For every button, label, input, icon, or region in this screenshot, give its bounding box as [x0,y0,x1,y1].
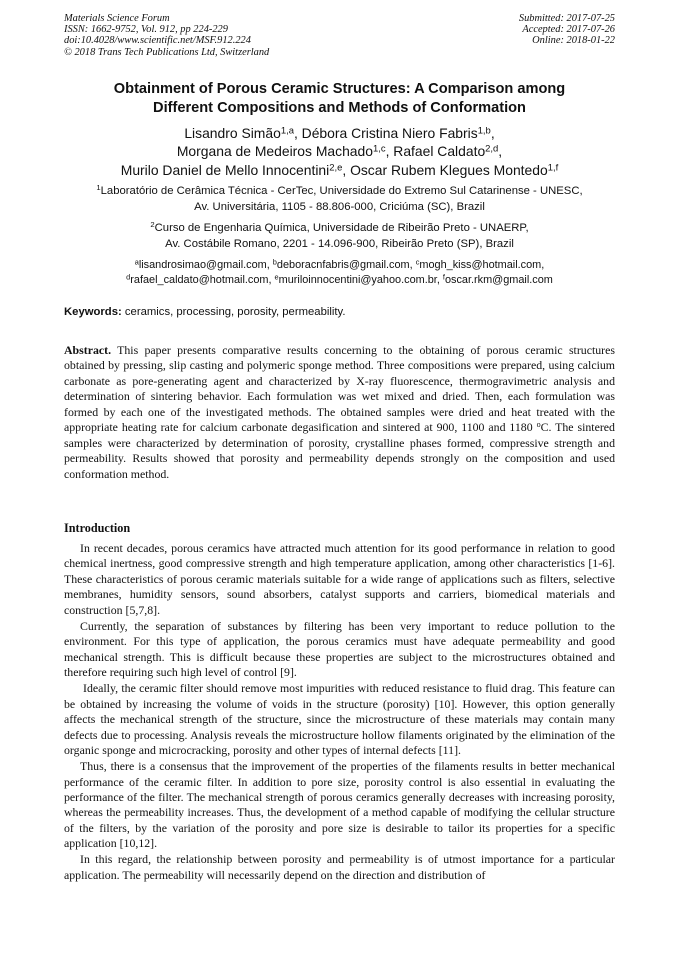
author-sup: 2,d [485,143,499,155]
email-sep: , [268,273,275,286]
affiliation-1 [64,184,615,215]
email-line [64,273,615,288]
paper-title [64,80,615,117]
author-name: Oscar Rubem Klegues Montedo [350,161,548,178]
author-sup: 1,f [547,161,559,173]
author-sep: , [293,125,302,141]
author-name: Débora Cristina Niero Fabris [301,125,478,141]
affiliation-sup: 1 [96,183,101,193]
email-sep: , [409,259,416,271]
keywords-text: ceramics, processing, porosity, permeability. [121,306,346,318]
author-sup: 1,c [372,143,386,155]
keywords [64,305,615,320]
author-line [64,142,615,160]
author-sep: , [385,143,394,160]
affiliation-line: Laboratório de Cerâmica Técnica - CerTec, Universidade do Extremo Sul Catarinense - UNESC, [100,185,583,197]
issn-line: ISSN: 1662-9752, Vol. 912, pp 224-229 [64,24,228,36]
paragraph: Thus, there is a consensus that the improvement of the properties of the filaments results in better mechanical performance of the ceramic filter. In addition to pore size, porosity control is also essential in evaluating the performance of the filter. The mechanical strength of porous ceramics generally decreases with increasing porosity, whereas the permeability increases. Thus, the development of a method capable of modifying the cellular structure of the filters, by the variation of the porosity and pore size is desirable to tailor its properties for a specific application [10,12]. [64,759,615,851]
copyright-line: © 2018 Trans Tech Publications Ltd, Switzerland [64,46,270,58]
author-name: Rafael Caldato [393,143,486,160]
author-sep: , [490,125,495,141]
paragraph: In this regard, the relationship between porosity and permeability is of utmost importance for a particular application. The permeability will necessarily depend on the direction and distribution of [64,852,615,882]
email-list [64,258,615,287]
author-name: Lisandro Simão [184,125,281,141]
affiliation-sup: 2 [150,220,155,230]
online-date: Online: 2018-01-22 [532,35,615,47]
author-sep: , [498,143,503,160]
email-address[interactable]: oscar.rkm@gmail.com [444,273,553,286]
journal-name: Materials Science Forum [64,13,170,24]
dates-header [519,13,615,47]
affiliation-2 [64,221,615,252]
email-sup: b [272,257,277,267]
degree-sup: o [536,420,541,430]
author-line [64,124,615,142]
email-line [64,258,615,273]
author-sep: , [342,161,351,178]
keywords-label: Keywords: [64,306,122,318]
email-sup: a [134,257,139,267]
author-sup: 1,b [477,125,491,137]
email-sep: , [266,259,273,271]
section-heading-introduction: Introduction [64,521,131,535]
email-sup: e [274,271,279,281]
email-address[interactable]: muriloinnocentini@yahoo.com.br [278,273,437,286]
introduction-body [64,541,615,884]
affiliation-line: Curso de Engenharia Química, Universidade de Ribeirão Preto - UNAERP, [154,222,529,234]
author-sup: 1,a [280,125,294,137]
paragraph: Ideally, the ceramic filter should remove most impurities with reduced resistance to fluid drag. This feature can be obtained by increasing the volume of voids in the structure (porosity) [10]. However, this option generally affects the mechanical strength of the structure, since the microstructure of these materials may contain many defects due to processing. Analysis reveals the microstructure hollow filaments originated by the elimination of the organic sponge and microcracking, porosity and other types of internal defects [11]. [64,681,615,758]
submitted-date: Submitted: 2017-07-25 [518,13,615,24]
affiliation-line: Av. Costábile Romano, 2201 - 14.096-900, Ribeirão Preto (SP), Brazil [165,237,514,250]
journal-header [64,13,269,58]
abstract-label: Abstract. [64,343,112,357]
paragraph: In recent decades, porous ceramics have attracted much attention for its good performance in relation to good chemical inertness, good compressive strength and high temperature application, among other characteristics [1-6]. These characteristics of porous ceramic materials suitable for a wide range of applications such as filters, selective membranes, humidity sensors, sound absorbers, catalyst supports and carriers, biomedical materials and construction [5,7,8]. [64,541,615,617]
accepted-date: Accepted: 2017-07-26 [522,24,615,36]
author-line [64,161,615,179]
title-line: Different Compositions and Methods of Conformation [153,99,526,116]
author-list [64,124,615,179]
author-name: Morgana de Medeiros Machado [176,143,373,160]
email-address[interactable]: lisandrosimao@gmail.com [138,259,267,271]
email-sep: , [541,259,545,271]
abstract-text: This paper presents comparative results concerning to the obtaining of porous ceramic structures obtained by pressing, slip casting and polymeric sponge method. Three compositions were prepared, using calcium carbonate as pore-generating agent and characterized by X-ray fluorescence, thermogravimetric analysis and determination of sintering behavior. Each formulation was wet mixed and dried. Then, each formulation was formed by each one of the investigated methods. The obtained samples were dried and heat treated with the appropriate heating rate for calcium carbonate degasification and sintered at 900, 1100 and 1180 [64,343,615,435]
author-sup: 2,e [329,161,343,173]
title-line: Obtainment of Porous Ceramic Structures: A Comparison among [113,81,566,97]
author-name: Murilo Daniel de Mello Innocentini [120,161,330,178]
email-sup: f [442,271,445,281]
doi-line[interactable]: doi:10.4028/www.scientific.net/MSF.912.224 [64,35,251,47]
email-address[interactable]: deboracnfabris@gmail.com [276,259,410,271]
email-sep: , [436,273,443,286]
email-sup: c [415,257,420,267]
abstract [64,343,615,482]
email-address[interactable]: mogh_kiss@hotmail.com [419,259,542,271]
email-address[interactable]: rafael_caldato@hotmail.com [130,273,269,286]
affiliation-line: Av. Universitária, 1105 - 88.806-000, Criciúma (SC), Brazil [194,200,485,213]
abstract-text: C. The sintered samples were characterized by determination of porosity, crystalline phases formed, compressive strength and permeability. Results showed that porosity and permeability depends strongly on the composition and used conformation method. [64,420,615,481]
paragraph: Currently, the separation of substances by filtering has been very important to reduce pollution to the environment. For this type of application, the porous ceramics must have adequate permeability and good mechanical strength. This is difficult because these properties are subject to the microstructures obtained and therefore requiring such high level of control [9]. [64,618,615,680]
email-sup: d [126,271,131,281]
